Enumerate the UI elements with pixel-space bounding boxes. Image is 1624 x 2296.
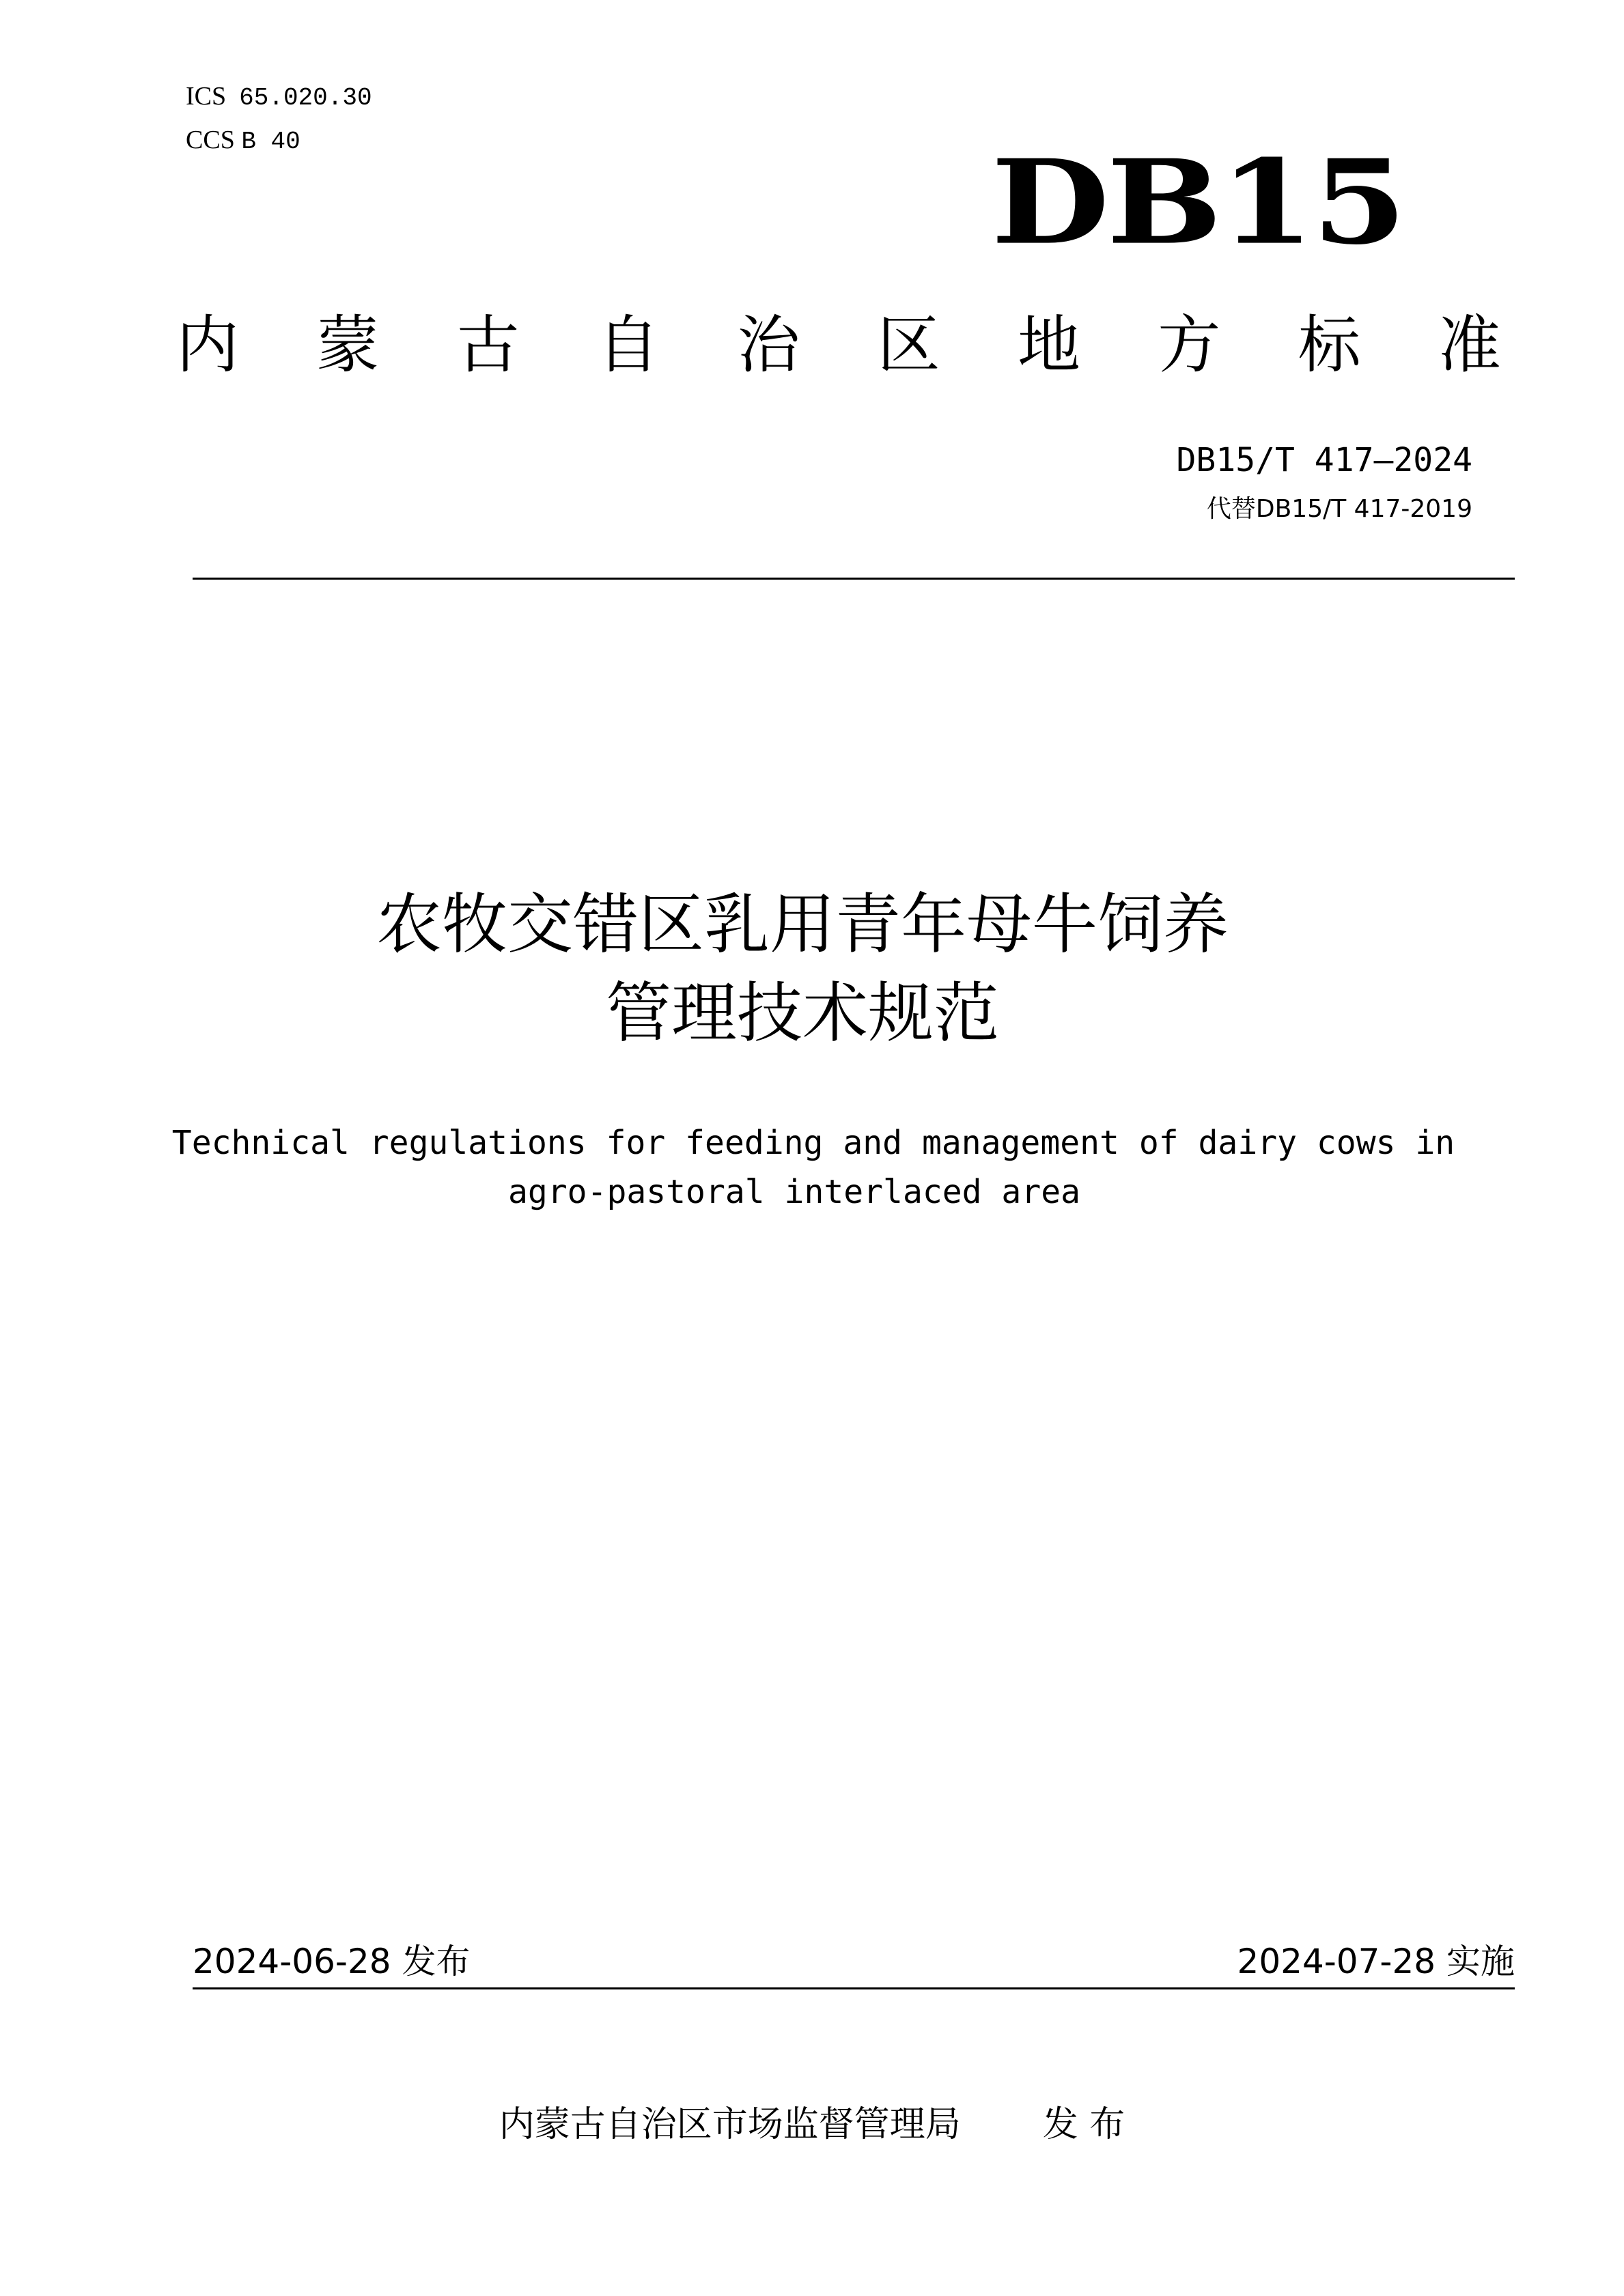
issuing-authority — [0, 2104, 1624, 2145]
standard-type-char: 蒙 — [316, 309, 380, 382]
standard-type-char: 标 — [1298, 309, 1361, 382]
issuer-name: 内蒙古自治区市场监督管理局 — [499, 2104, 961, 2145]
standard-type-heading — [176, 309, 1501, 382]
title-english-line-1: Technical regulations for feeding and management of dairy cows in — [171, 1124, 1455, 1162]
title-english-line-2: agro-pastoral interlaced area — [507, 1173, 1081, 1211]
footer-divider — [193, 1987, 1515, 1989]
ics-classification — [186, 83, 372, 111]
standard-type-char: 方 — [1158, 309, 1221, 382]
standard-type-char: 内 — [176, 309, 240, 382]
standard-type-char: 古 — [456, 309, 520, 382]
title-chinese-line-1: 农牧交错区乳用青年母牛饲养 — [376, 886, 1229, 963]
implementation-date: 2024-07-28 实施 — [1237, 1942, 1515, 1981]
issue-date: 2024-06-28 发布 — [193, 1942, 471, 1981]
ics-code: 65.020.30 — [239, 84, 372, 112]
replaces-standard: 代替DB15/T 417-2019 — [1206, 495, 1472, 523]
issuer-action: 发 布 — [1042, 2104, 1125, 2145]
standard-number: DB15/T 417—2024 — [1176, 441, 1472, 479]
header-divider — [193, 578, 1515, 580]
ccs-classification — [186, 127, 300, 154]
title-chinese-line-2: 管理技术规范 — [606, 975, 999, 1051]
standard-type-char: 治 — [737, 309, 800, 382]
ccs-label: CCS — [186, 126, 235, 154]
standard-type-char: 区 — [877, 309, 940, 382]
db15-logo: DB15 — [991, 134, 1404, 271]
ics-label: ICS — [186, 82, 227, 111]
standard-type-char: 自 — [596, 309, 660, 382]
standard-type-char: 地 — [1017, 309, 1080, 382]
ccs-code: B 40 — [241, 128, 300, 156]
standard-type-char: 准 — [1438, 309, 1501, 382]
